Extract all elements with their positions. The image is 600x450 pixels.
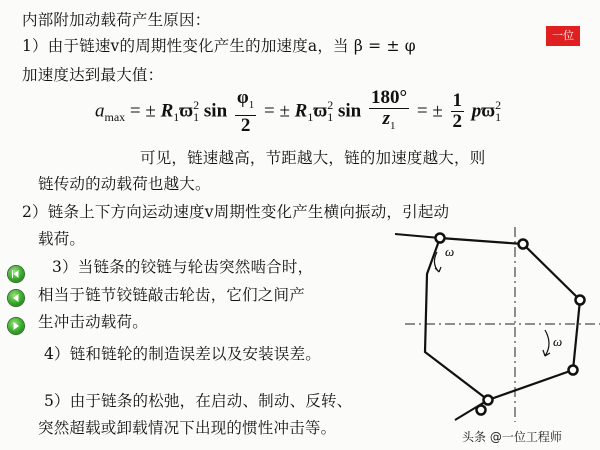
omega-label-right: ω: [553, 334, 563, 349]
max-acceleration-formula: [95, 88, 501, 136]
formula-w-sup-3: 2: [495, 97, 502, 112]
hinge: [519, 240, 528, 249]
formula-eq-3: = ±: [416, 100, 443, 122]
frac2-den-sub: 1: [390, 119, 396, 132]
heading: 内部附加动载荷产生原因：: [22, 11, 211, 29]
formula-w-2: ϖ: [313, 100, 328, 122]
frac1-num: φ: [236, 87, 249, 108]
nav-next-button[interactable]: [8, 318, 24, 334]
omega-label-top: ω: [445, 244, 455, 259]
formula-r-2: R: [294, 100, 308, 122]
frac2-den: z: [382, 108, 390, 129]
hinge: [477, 406, 486, 415]
item-1-line-1: 1）由于链速v的周期性变化产生的加速度a，当 β = ± φ: [22, 37, 416, 55]
formula-r: R: [160, 100, 174, 122]
frac1-den: 2: [240, 114, 251, 136]
remark-line-1: 可见，链速越高，节距越大，链的加速度越大，则: [140, 149, 486, 167]
formula-a: a: [95, 100, 105, 122]
item-3-line-1: 3）当链条的铰链与轮齿突然啮合时，: [52, 258, 314, 276]
item-5-line-2: 突然超载或卸载情况下出现的惯性冲击等。: [38, 419, 337, 437]
formula-w-sub-3: 1: [495, 110, 502, 125]
formula-w: ϖ: [179, 100, 194, 122]
frac3-num: 1: [452, 90, 463, 112]
hinge: [436, 234, 445, 243]
formula-eq-1: = ±: [129, 100, 156, 122]
remark-line-2: 链传动的动载荷也越大。: [38, 175, 211, 193]
item-3-line-2: 相当于链节铰链敲击轮齿，它们之间产: [38, 286, 305, 304]
formula-w-sub-2: 1: [327, 110, 334, 125]
rotation-arrow-right: [545, 330, 549, 356]
hinge: [576, 296, 585, 305]
item-5-line-1: 5）由于链条的松弛，在启动、制动、反转、: [44, 392, 353, 410]
hinge: [569, 366, 578, 375]
formula-w-3: ϖ: [481, 100, 496, 122]
nav-prev-button[interactable]: [8, 290, 24, 306]
formula-w-sup: 2: [193, 97, 200, 112]
arrow-left-icon: [8, 290, 24, 306]
arrow-right-icon: [8, 318, 24, 334]
corner-badge: 一位: [546, 26, 580, 46]
formula-sin-2: sin: [338, 100, 362, 122]
item-4: 4）链和链轮的制造误差以及安装误差。: [44, 345, 321, 363]
formula-w-sup-2: 2: [327, 97, 334, 112]
sprocket-polygon: [425, 238, 580, 400]
chain-top-strand: [395, 234, 440, 238]
formula-r-sub-2: 1: [307, 110, 314, 125]
formula-p: p: [471, 100, 482, 122]
formula-sin-1: sin: [203, 100, 228, 122]
formula-eq-2: = ±: [264, 100, 290, 122]
formula-w-sub: 1: [193, 110, 200, 125]
item-2-line-1: 2）链条上下方向运动速度v周期性变化产生横向振动，引起动: [22, 203, 450, 221]
frac2-num: 180°: [371, 87, 408, 108]
formula-r-sub: 1: [173, 110, 180, 125]
fraction-180-over-z: [369, 88, 409, 136]
item-3-line-3: 生冲击动载荷。: [38, 313, 148, 331]
hinge: [484, 396, 493, 405]
watermark-text: 头条 @一位工程师: [462, 430, 562, 444]
item-1-line-2: 加速度达到最大值：: [22, 66, 164, 84]
skip-back-icon: [8, 266, 24, 282]
frac3-den: 2: [452, 111, 463, 133]
fraction-phi-over-2: [235, 88, 256, 136]
frac1-num-sub: 1: [248, 98, 255, 111]
item-2-line-2: 载荷。: [38, 230, 86, 248]
formula-a-sub: max: [104, 110, 126, 125]
chain-sprocket-diagram: [395, 222, 600, 422]
fraction-1-over-2: [451, 91, 465, 132]
nav-first-button[interactable]: [8, 266, 24, 282]
